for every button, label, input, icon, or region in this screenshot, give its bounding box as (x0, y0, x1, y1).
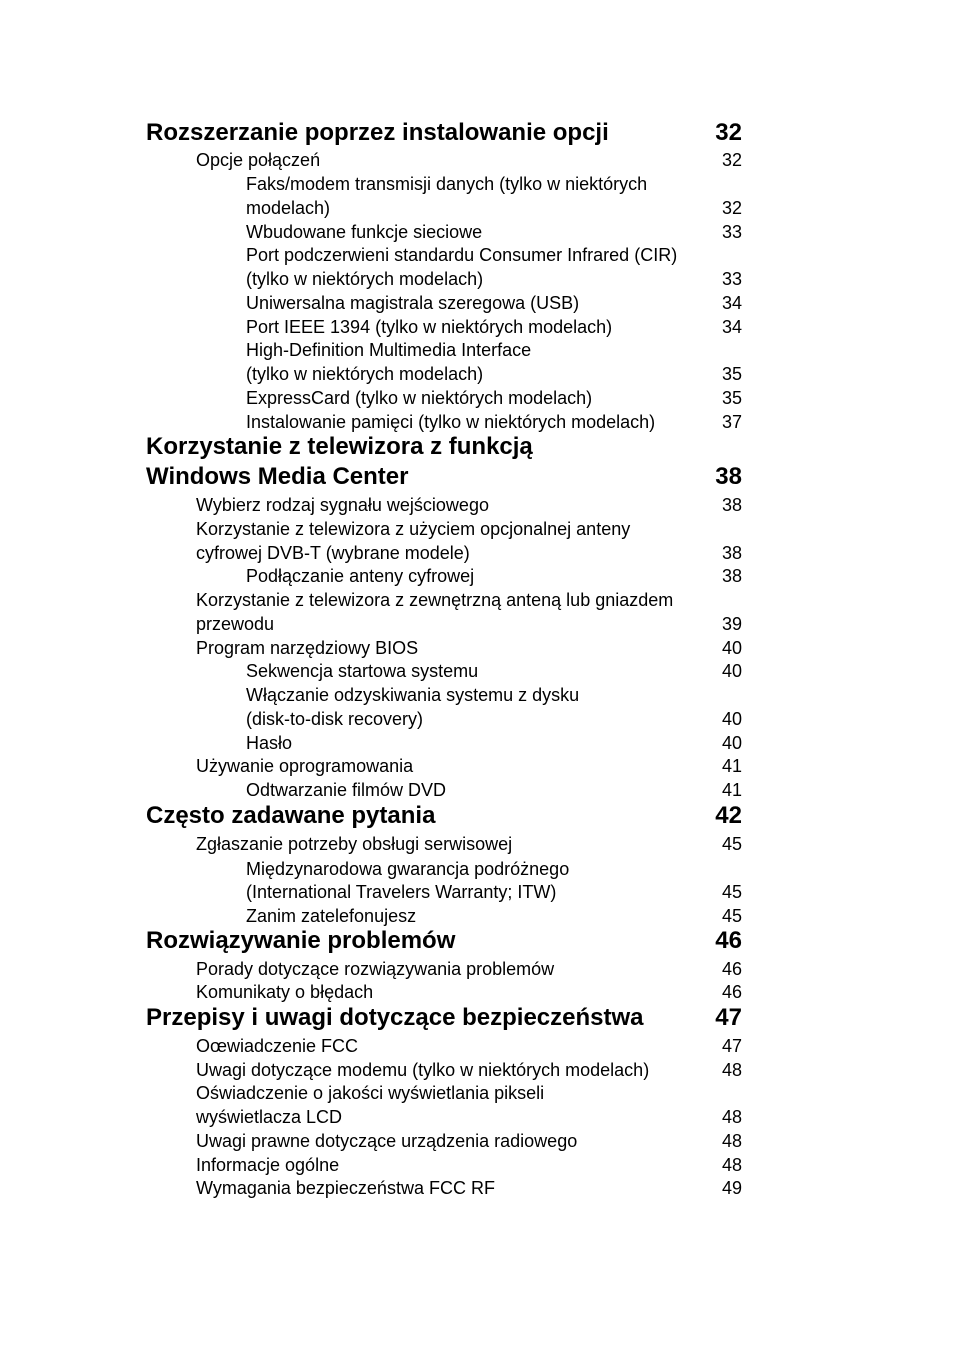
page-number: 33 (721, 269, 742, 289)
toc-entry-title: Zgłaszanie potrzeby obsługi serwisowej (196, 834, 513, 854)
page-number: 32 (715, 119, 742, 146)
toc-entry-title: Uwagi dotyczące modemu (tylko w niektórych modelach) (196, 1060, 650, 1080)
page-number: 34 (721, 317, 742, 337)
page-number: 35 (721, 364, 742, 384)
page-number: 41 (721, 756, 742, 776)
toc-subentry-title: Wbudowane funkcje sieciowe (246, 222, 483, 242)
page-number: 45 (721, 906, 742, 926)
toc-subentry-title: (disk-to-disk recovery) (246, 709, 424, 729)
toc-subentry-title: High-Definition Multimedia Interface (246, 340, 532, 360)
page-number: 45 (721, 882, 742, 902)
toc-heading-title: Często zadawane pytania (146, 802, 436, 829)
page-number: 46 (715, 927, 742, 954)
page-number: 49 (721, 1178, 742, 1198)
toc-subentry-title: Uniwersalna magistrala szeregowa (USB) (246, 293, 580, 313)
page-number: 39 (721, 614, 742, 634)
toc-subentry-title: (International Travelers Warranty; ITW) (246, 882, 557, 902)
toc-subentry-title: Włączanie odzyskiwania systemu z dysku (246, 685, 580, 705)
page-number: 33 (721, 222, 742, 242)
page-number: 38 (721, 566, 742, 586)
toc-entry-title: przewodu (196, 614, 275, 634)
toc-subentry-title: ExpressCard (tylko w niektórych modelach) (246, 388, 593, 408)
toc-heading-title: Przepisy i uwagi dotyczące bezpieczeństwa (146, 1004, 644, 1031)
page-number: 42 (715, 802, 742, 829)
page-number: 40 (721, 733, 742, 753)
toc-entry-title: Uwagi prawne dotyczące urządzenia radiowego (196, 1131, 578, 1151)
page-number: 47 (715, 1004, 742, 1031)
toc-entry-title: Wybierz rodzaj sygnału wejściowego (196, 495, 489, 515)
toc-subentry-title: Hasło (246, 733, 293, 753)
page-number: 32 (721, 150, 742, 170)
page-number: 38 (721, 495, 742, 515)
page-number: 45 (721, 834, 742, 854)
toc-entry-title: Oświadczenie o jakości wyświetlania pikseli (196, 1083, 545, 1103)
toc-entry-title: Opcje połączeń (196, 150, 321, 170)
toc-subentry-title: Faks/modem transmisji danych (tylko w niektórych (246, 174, 648, 194)
toc-subentry-title: (tylko w niektórych modelach) (246, 269, 484, 289)
page-number: 48 (721, 1107, 742, 1127)
toc-entry-title: Używanie oprogramowania (196, 756, 414, 776)
page-number: 37 (721, 412, 742, 432)
toc-subentry-title: Odtwarzanie filmów DVD (246, 780, 447, 800)
page-number: 46 (721, 982, 742, 1002)
toc-subentry-title: Sekwencja startowa systemu (246, 661, 479, 681)
toc-subentry-title: Instalowanie pamięci (tylko w niektórych modelach) (246, 412, 656, 432)
toc-entry-title: Korzystanie z telewizora z zewnętrzną anteną lub gniazdem (196, 590, 674, 610)
page-number: 48 (721, 1155, 742, 1175)
page-number: 46 (721, 959, 742, 979)
page-number: 41 (721, 780, 742, 800)
page-number: 40 (721, 709, 742, 729)
page-number: 38 (721, 543, 742, 563)
page-number: 38 (715, 463, 742, 490)
toc-heading-title: Rozszerzanie poprzez instalowanie opcji (146, 119, 609, 146)
toc-entry-title: Program narzędziowy BIOS (196, 638, 419, 658)
toc-subentry-title: (tylko w niektórych modelach) (246, 364, 484, 384)
toc-subentry-title: modelach) (246, 198, 331, 218)
page-number: 34 (721, 293, 742, 313)
toc-heading-title: Korzystanie z telewizora z funkcją (146, 433, 533, 460)
toc-subentry-title: Port podczerwieni standardu Consumer Infrared (CIR) (246, 245, 678, 265)
toc-entry-title: wyświetlacza LCD (196, 1107, 343, 1127)
toc-subentry-title: Podłączanie anteny cyfrowej (246, 566, 475, 586)
toc-entry-title: Informacje ogólne (196, 1155, 340, 1175)
page-number: 47 (721, 1036, 742, 1056)
toc-entry-title: Komunikaty o błędach (196, 982, 374, 1002)
toc-entry-title: cyfrowej DVB-T (wybrane modele) (196, 543, 470, 563)
toc-entry-title: Korzystanie z telewizora z użyciem opcjonalnej anteny (196, 519, 631, 539)
toc-heading-title: Rozwiązywanie problemów (146, 927, 456, 954)
page-number: 48 (721, 1060, 742, 1080)
page-number: 35 (721, 388, 742, 408)
toc-subentry-title: Międzynarodowa gwarancja podróżnego (246, 859, 570, 879)
page-number: 32 (721, 198, 742, 218)
page-number: 48 (721, 1131, 742, 1151)
toc-entry-title: Wymagania bezpieczeństwa FCC RF (196, 1178, 495, 1198)
toc-subentry-title: Port IEEE 1394 (tylko w niektórych modelach) (246, 317, 613, 337)
toc-subentry-title: Zanim zatelefonujesz (246, 906, 417, 926)
toc-entry-title: Porady dotyczące rozwiązywania problemów (196, 959, 555, 979)
toc-entry-title: Oœwiadczenie FCC (196, 1036, 359, 1056)
page-number: 40 (721, 661, 742, 681)
page-number: 40 (721, 638, 742, 658)
toc-heading-title: Windows Media Center (146, 463, 409, 490)
